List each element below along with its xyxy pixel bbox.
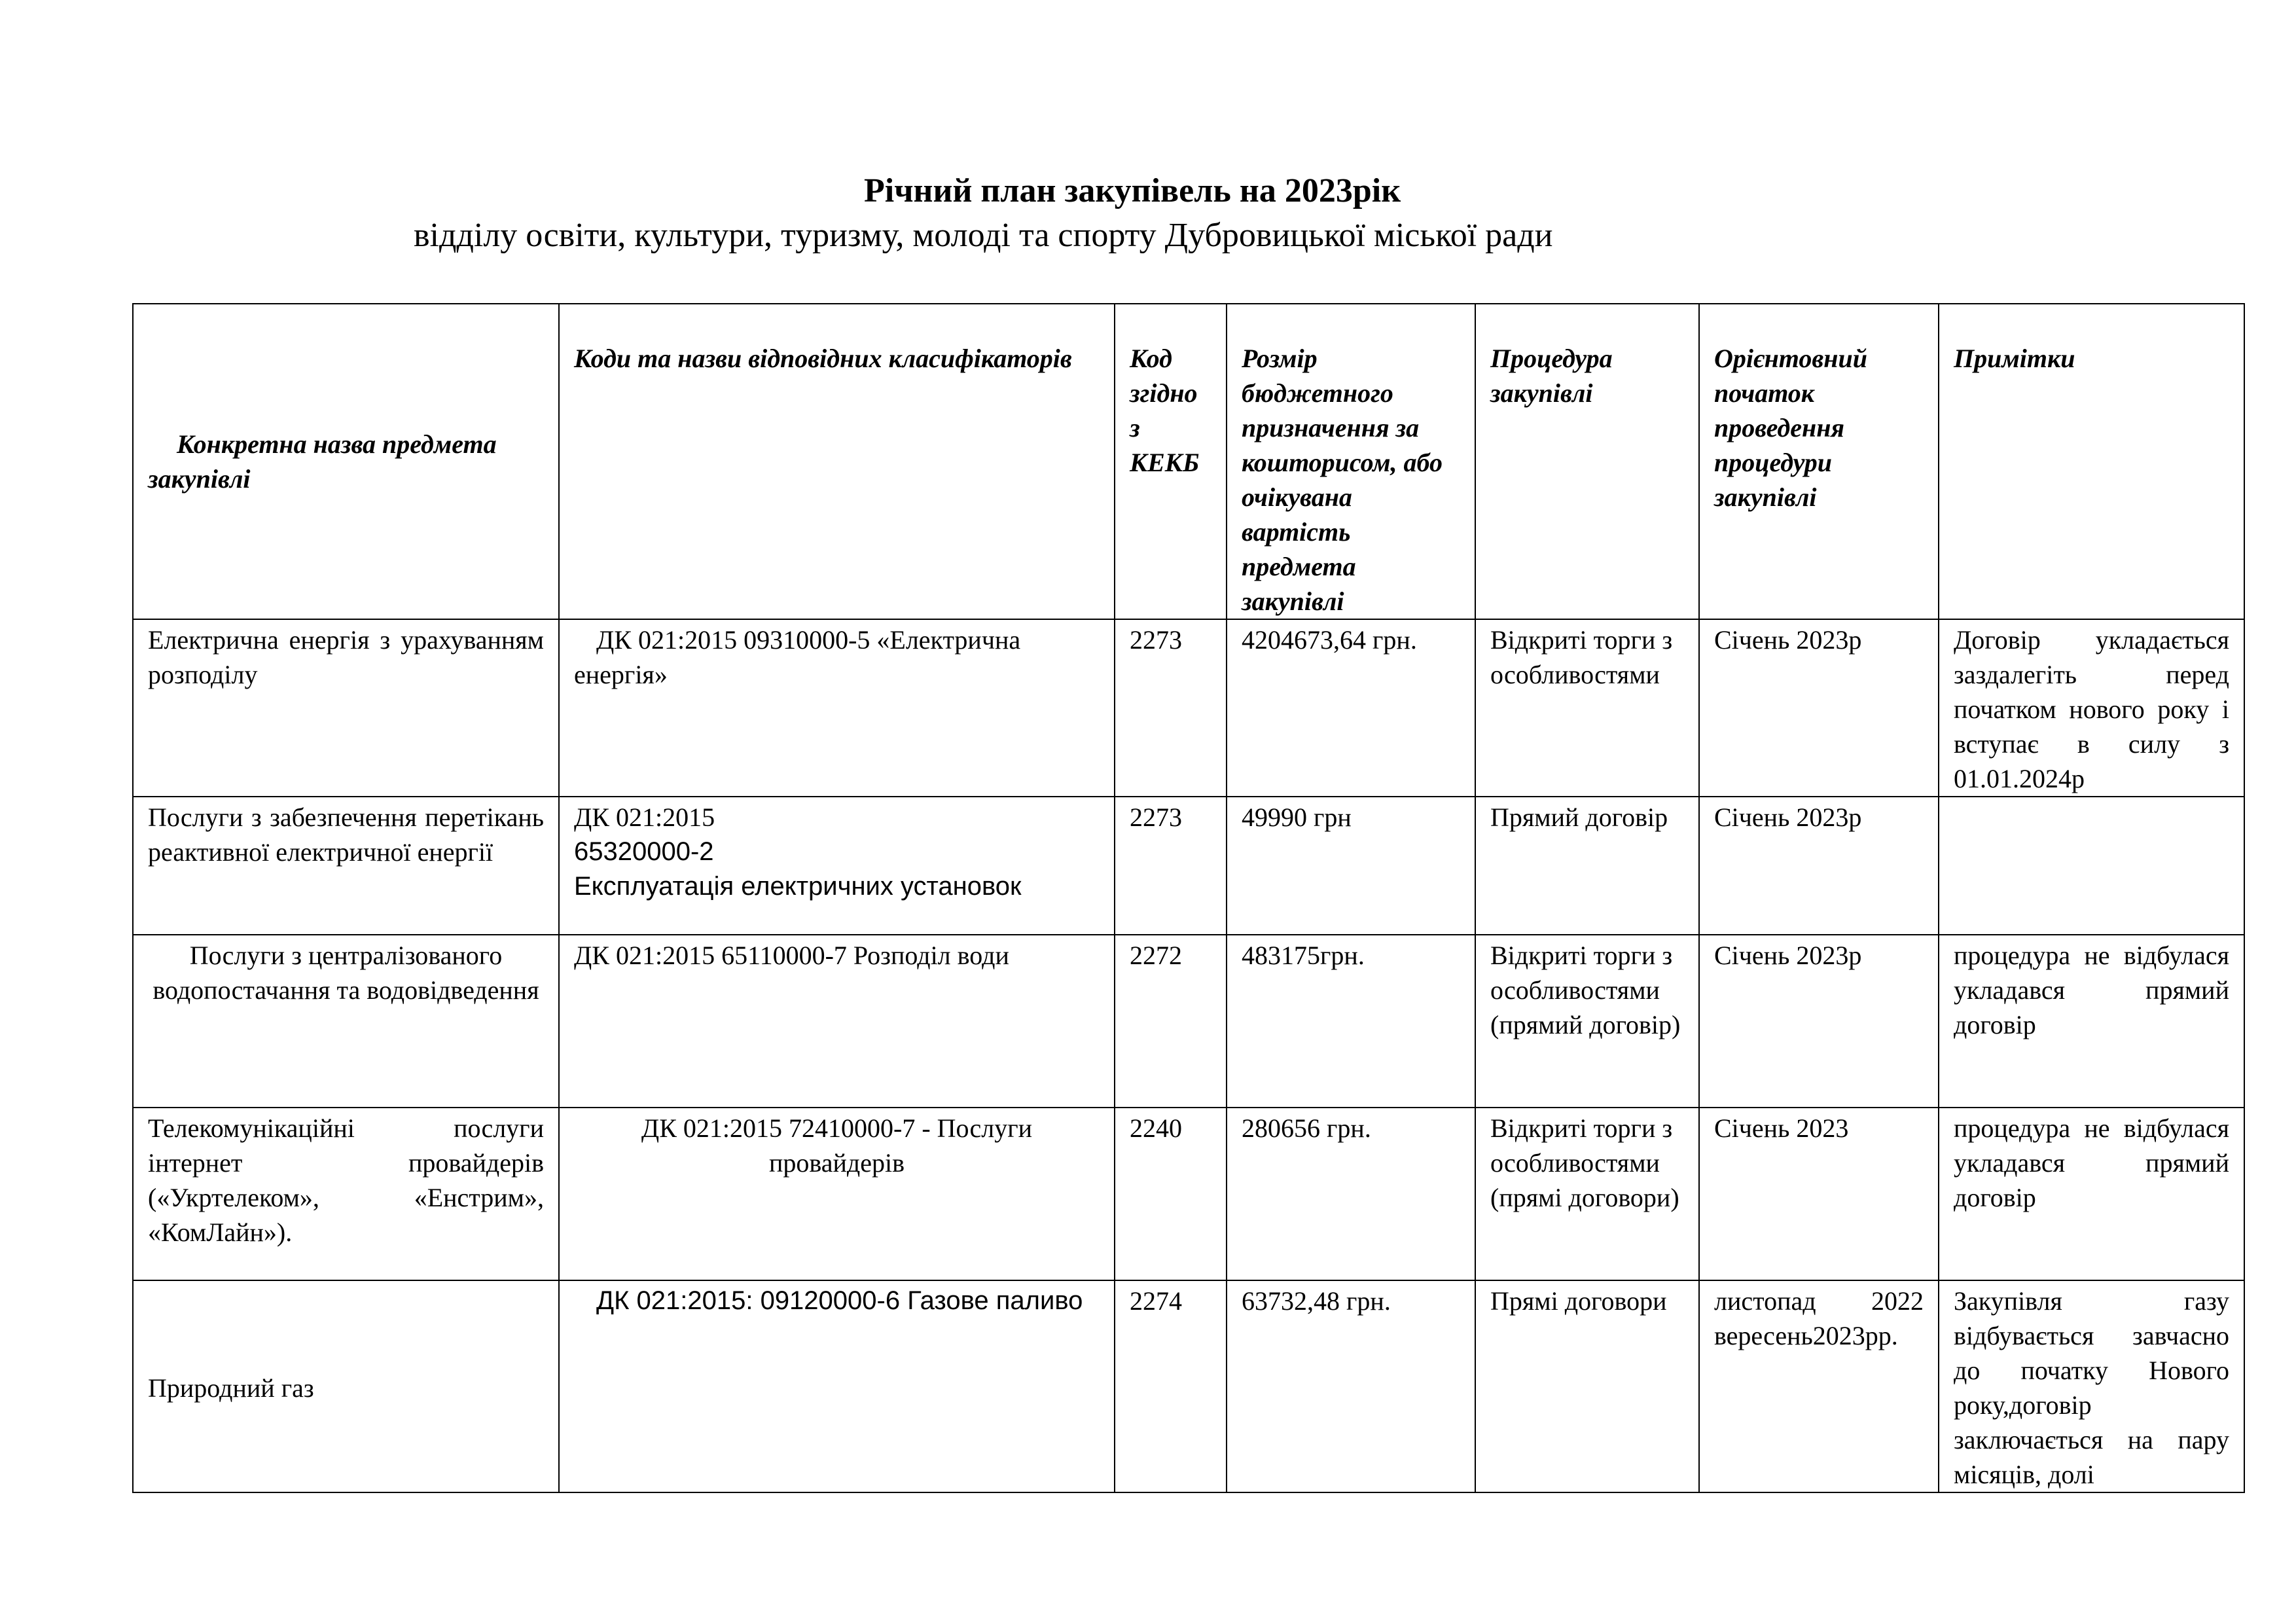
cell-classifier-codes-text: ДК 021:2015: 09120000-6 Газове паливо [596,1286,1083,1315]
table-row [133,619,2244,797]
cell-notes [1939,797,2244,935]
cell-procedure: Прямий договір [1475,797,1699,935]
table-row [133,1108,2244,1280]
cell-classifier-codes-text: ДК 021:2015 09310000-5 «Електрична енергія» [574,625,1021,689]
cell-budget-amount: 49990 грн [1227,797,1475,935]
cell-kekb-code: 2240 [1115,1108,1227,1280]
cell-subject-name: Послуги з забезпечення перетікань реактивної електричної енергії [133,797,559,935]
table-header-row [133,304,2244,619]
cell-start-date: листопад 2022 вересень2023рр. [1699,1280,1939,1492]
cell-classifier-codes [559,797,1115,935]
cell-notes: процедура не відбулася укладався прямий договір [1939,935,2244,1108]
cell-subject-name: Природний газ [133,1280,559,1492]
table-row [133,797,2244,935]
header-classifier-codes: Коди та назви відповідних класифікаторів [559,304,1115,619]
cell-budget-amount: 4204673,64 грн. [1227,619,1475,797]
table-row [133,935,2244,1108]
header-procedure: Процедура закупівлі [1475,304,1699,619]
cell-budget-amount: 280656 грн. [1227,1108,1475,1280]
cell-procedure: Відкриті торги з особливостями [1475,619,1699,797]
cell-notes: процедура не відбулася укладався прямий договір [1939,1108,2244,1280]
header-notes: Примітки [1939,304,2244,619]
header-start-date: Орієнтовний початок проведення процедури закупівлі [1699,304,1939,619]
cell-start-date: Січень 2023р [1699,619,1939,797]
cell-classifier-codes: ДК 021:2015 65110000-7 Розподіл води [559,935,1115,1108]
page-title: Річний план закупівель на 2023рік [864,172,1401,209]
cell-start-date: Січень 2023р [1699,797,1939,935]
cell-start-date: Січень 2023 [1699,1108,1939,1280]
cell-budget-amount: 483175грн. [1227,935,1475,1108]
cell-kekb-code: 2274 [1115,1280,1227,1492]
cell-kekb-code: 2273 [1115,619,1227,797]
cell-notes: Договір укладається заздалегіть перед початком нового року і вступає в силу з 01.01.2024р [1939,619,2244,797]
cell-classifier-code-line: Експлуатація електричних установок [574,872,1022,901]
header-kekb-code: Код згідно з КЕКБ [1115,304,1227,619]
cell-kekb-code: 2273 [1115,797,1227,935]
cell-procedure: Відкриті торги з особливостями (прямі договори) [1475,1108,1699,1280]
cell-classifier-codes [559,619,1115,797]
cell-procedure: Прямі договори [1475,1280,1699,1492]
cell-subject-name: Електрична енергія з урахуванням розподілу [133,619,559,797]
cell-subject-name: Послуги з централізованого водопостачання та водовідведення [133,935,559,1108]
cell-classifier-codes: ДК 021:2015 72410000-7 - Послуги провайдерів [559,1108,1115,1280]
cell-notes: Закупівля газу відбувається завчасно до початку Нового року,договір заключається на пару місяців, долі [1939,1280,2244,1492]
header-subject-name-text: Конкретна назва предмета закупівлі [148,429,497,494]
header-subject-name [133,304,559,619]
cell-start-date: Січень 2023р [1699,935,1939,1108]
cell-kekb-code: 2272 [1115,935,1227,1108]
cell-classifier-codes [559,1280,1115,1492]
page-subtitle: відділу освіти, культури, туризму, молоді та спорту Дубровицької міської ради [414,217,1553,254]
cell-budget-amount: 63732,48 грн. [1227,1280,1475,1492]
cell-subject-name: Телекомунікаційні послуги інтернет провайдерів («Укртелеком», «Енстрим», «КомЛайн»). [133,1108,559,1280]
cell-procedure: Відкриті торги з особливостями (прямий договір) [1475,935,1699,1108]
procurement-plan-table [132,303,2245,1493]
cell-classifier-code-line: 65320000-2 [574,837,714,866]
header-budget-amount: Розмір бюджетного призначення за кошторисом, або очікувана вартість предмета закупівлі [1227,304,1475,619]
cell-classifier-code-line: ДК 021:2015 [574,803,715,832]
table-row [133,1280,2244,1492]
